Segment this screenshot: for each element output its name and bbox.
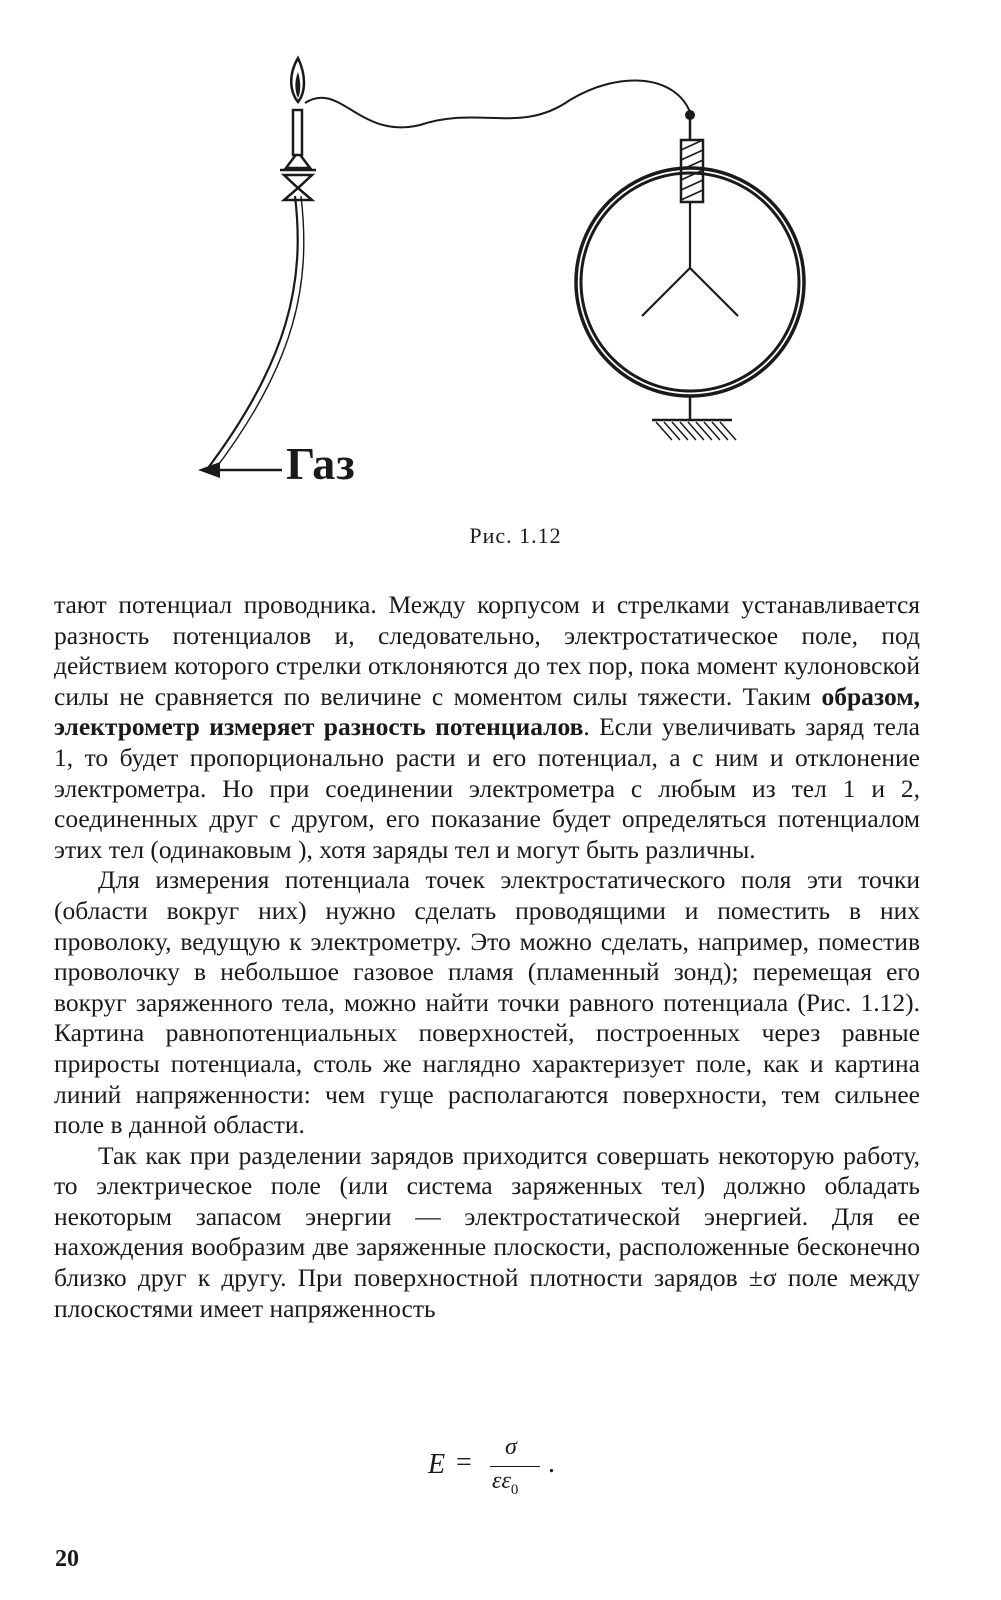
gas-burner bbox=[280, 110, 316, 200]
electrometer-needle-right bbox=[690, 268, 738, 316]
field-strength-formula bbox=[420, 1436, 620, 1496]
electrometer-needle-left bbox=[642, 268, 690, 316]
formula-numerator: σ bbox=[505, 1434, 517, 1460]
electrometer-flame-probe-figure bbox=[0, 0, 1001, 520]
figure-caption: Рис. 1.12 bbox=[469, 523, 562, 548]
fraction-bar bbox=[490, 1466, 540, 1467]
paragraph-1: тают потенциал проводника. Между корпусом и стрелками устанавливается разность потенциалов и, следовательно, электростатическое поле, под действием которого стрелки отклоняются до тех пор, пока момент кулоновской силы не сравняется по величине с моментом силы тяжести. Таким образом, электрометр измеряет разность потенциалов. Если увеличивать заряд тела 1, то будет пропорционально расти и его потенциал, а с ним и отклонение электрометра. Но при соединении электрометра с любым из тел 1 и 2, соединенных друг с другом, его показание будет определяться потенциалом этих тел (одинаковым ), хотя заряды тел и могут быть различны. bbox=[54, 590, 921, 864]
gas-hose bbox=[205, 196, 298, 472]
bold-statement: образом, электрометр измеряет разность потенциалов bbox=[54, 681, 921, 742]
page-number: 20 bbox=[55, 1546, 79, 1572]
formula-equals: = bbox=[456, 1447, 472, 1478]
probe-wire bbox=[305, 80, 690, 127]
formula-period: . bbox=[548, 1448, 555, 1479]
gas-label: Газ bbox=[286, 438, 356, 489]
paragraph-2: Для измерения потенциала точек электростатического поля эти точки (области вокруг них) нужно сделать проводящими и поместить в них проволоку, ведущую к электрометру. Это можно сделать, например, поместив проволочку в небольшое газовое пламя (пламенный зонд); перемещая его вокруг заряженного тела, можно найти точки равного потенциала (Рис. 1.12). Картина равнопотенциальных поверхностей, построенных через равные приросты потенциала, столь же наглядно характеризует поле, как и картина линий напряженности: чем гуще располагаются поверхности, тем сильнее поле в данной области. bbox=[54, 865, 920, 1140]
formula-denominator: $\varepsilon\varepsilon_0$ bbox=[492, 1468, 519, 1498]
body-text bbox=[54, 590, 920, 1324]
paragraph-3: Так как при разделении зарядов приходится совершать некоторую работу, то электрическое поле (или система заряженных тел) должно обладать некоторым запасом энергии — электростатической энергией. Для ее нахождения вообразим две заряженные плоскости, расположенные бесконечно близко друг к другу. При поверхностной плотности зарядов ±σ поле между плоскостями имеет напряженность bbox=[54, 1140, 920, 1323]
formula-lhs: E bbox=[428, 1449, 446, 1480]
